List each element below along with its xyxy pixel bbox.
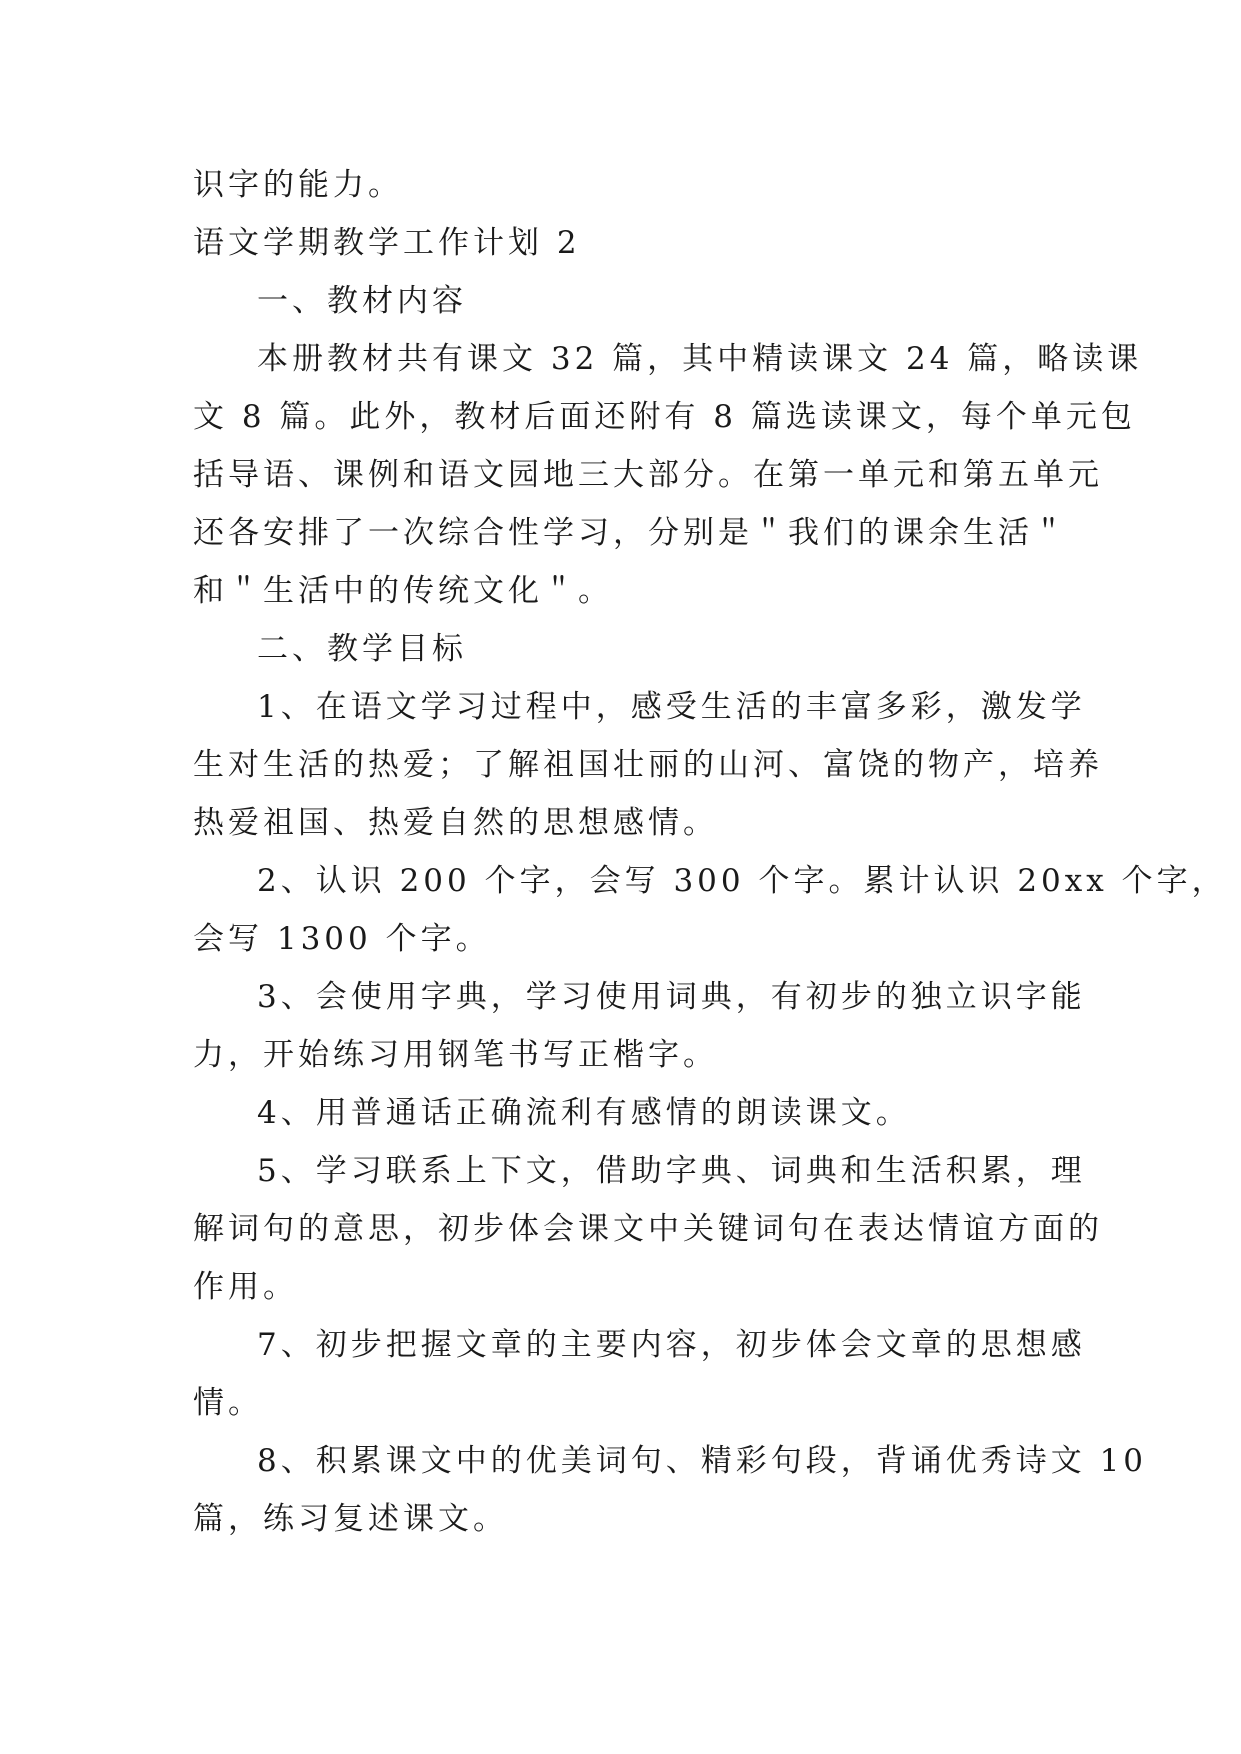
- section-heading: 语文学期教学工作计划 2: [193, 225, 581, 261]
- text-line: 3、会使用字典，学习使用词典，有初步的独立识字能: [257, 979, 1086, 1015]
- subheading-teaching-goals: 二、教学目标: [257, 631, 467, 667]
- text-line: 作用。: [193, 1269, 298, 1305]
- text-line: 生对生活的热爱；了解祖国壮丽的山河、富饶的物产，培养: [193, 747, 1103, 783]
- text-line: 篇，练习复述课文。: [193, 1501, 508, 1537]
- text-line: 本册教材共有课文 32 篇，其中精读课文 24 篇，略读课: [257, 341, 1143, 377]
- text-line: 会写 1300 个字。: [193, 921, 491, 957]
- text-line: 文 8 篇。此外，教材后面还附有 8 篇选读课文，每个单元包: [193, 399, 1136, 435]
- text-line: 和＂生活中的传统文化＂。: [193, 573, 613, 609]
- text-line: 解词句的意思，初步体会课文中关键词句在表达情谊方面的: [193, 1211, 1103, 1247]
- text-line: 还各安排了一次综合性学习，分别是＂我们的课余生活＂: [193, 515, 1068, 551]
- document-body: [193, 156, 1227, 1548]
- subheading-textbook-content: 一、教材内容: [257, 283, 467, 319]
- text-line: 1、在语文学习过程中，感受生活的丰富多彩，激发学: [257, 689, 1086, 725]
- text-line: 2、认识 200 个字，会写 300 个字。累计认识 20xx 个字，: [257, 863, 1227, 899]
- text-line: 4、用普通话正确流利有感情的朗读课文。: [257, 1095, 911, 1131]
- text-line: 力，开始练习用钢笔书写正楷字。: [193, 1037, 718, 1073]
- text-line: 5、学习联系上下文，借助字典、词典和生活积累，理: [257, 1153, 1086, 1189]
- text-line: 括导语、课例和语文园地三大部分。在第一单元和第五单元: [193, 457, 1103, 493]
- text-line: 情。: [193, 1385, 263, 1421]
- text-line: 7、初步把握文章的主要内容，初步体会文章的思想感: [257, 1327, 1086, 1363]
- text-line: 识字的能力。: [193, 167, 403, 203]
- text-line: 热爱祖国、热爱自然的思想感情。: [193, 805, 718, 841]
- text-line: 8、积累课文中的优美词句、精彩句段，背诵优秀诗文 10: [257, 1443, 1148, 1479]
